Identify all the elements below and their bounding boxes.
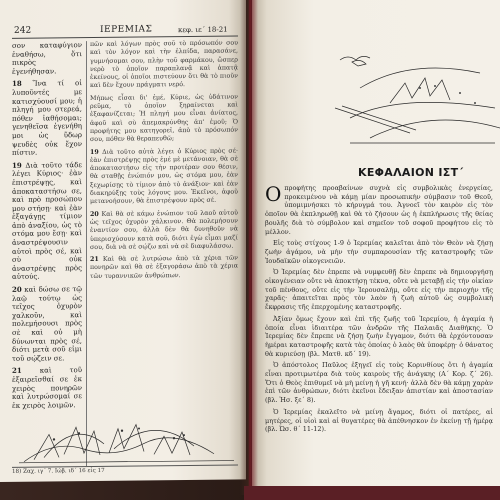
commentary-paragraph: Εἰς τοὺς στίχους 1-9 ὁ Ἱερεμίας καλεῖται ἀπὸ τὸν Θεὸν νὰ ζήσῃ ζωὴν ἀγάμου, νὰ μὴν τὴν συμπαρουσίαν τῆς καταστροφῆς τῶν Ἰουδαϊκῶν οἰκογενειῶν. — [265, 239, 493, 265]
commentary-paragraph: Ὁ Ἱερεμίας ἐκαλεῖτο νὰ μείνῃ ἄγαμος, διότι οἱ πατέρες, αἱ μητέρες, οἱ υἱοὶ καὶ αἱ θυγατέρες θὰ ἀπέθνησκον ἐν ἐκείνῃ τῇ ἡμέρᾳ (βλ. Ὠσ. θ΄ 11-12). — [265, 407, 493, 434]
left-page — [0, 0, 246, 482]
column-divider — [86, 41, 87, 466]
chapter-heading: ΚΕΦΑΛΑΙΟΝ ΙΣΤ΄ — [358, 166, 464, 179]
verse-block: 18 Ἵνα τί οἱ λυποῦντές με κατισχύουσί μου; ἡ πληγή μου στερεά, πόθεν ἰαθήσομαι; γενηθεῖσα ἐγενήθη μοι ὡς ὕδωρ ψευδὲς οὐκ ἔχον πίστιν. — [12, 79, 82, 157]
drop-cap: Ο — [265, 182, 282, 206]
running-title: ΙΕΡΕΜΙΑΣ — [100, 24, 153, 35]
footnote-rule — [12, 465, 238, 468]
verse-block: 20 καὶ δώσω σε τῷ λαῷ τούτῳ ὡς τεῖχος ὀχυρὸν χαλκοῦν, καὶ πολεμήσουσι πρὸς σὲ καὶ οὐ μὴ δύνωνται πρὸς σέ, διότι μετὰ σοῦ εἰμι τοῦ σῴζειν σε. — [12, 284, 82, 363]
footnote: 18) Ζαχ. ιγ΄ 7. Ιώβ. ιδ΄ 16 εἰς 17 — [12, 467, 105, 475]
header-rule — [12, 36, 238, 39]
commentary-paragraph: Ὁ Ἱερεμίας δὲν ἐπρεπε νὰ νυμφευθῇ δὲν ἐπρεπε νὰ δημιουργήσῃ οἰκογένειαν οὔτε νὰ ἀποκτήσῃ τέκνα, οὔτε νὰ μεταβῇ εἰς τὴν οἰκίαν τοῦ πένθους, οὔτε εἰς τὴν Ἱερουσαλήμ, οὔτε εἰς τὴν περιοχὴν τῆς χαρᾶς· ἀπαιτεῖται πρὸς τὸν λαὸν ἡ ζωὴ αὐτοῦ ὡς συμβολικὴ ἔκφρασις τῆς ἐπερχομένης καταστροφῆς. — [265, 268, 493, 312]
verse-block: Μήπως εἶσαι δι' ἐμέ, Κύριε, ὡς ὑδάτινον ρεῦμα, τὸ ὁποῖον ξηραίνεται καὶ ἐξαφανίζεται; Ἡ πληγή μου εἶναι ἀνίατος, ἀφοῦ καὶ σὺ ἀπεμακρύνθης ἀπ' ἐμοῦ; Ὁ προφήτης μου κατηγορεῖ, ἀπὸ τὸ πρόσωπόν σου, πόθεν θὰ θεραπευθῶ; — [90, 93, 238, 144]
book-gutter — [240, 0, 258, 495]
verse-block: 20 Καὶ θὰ σὲ κάμω ἐνώπιον τοῦ λαοῦ αὐτοῦ ὡς τεῖχος ὀχυρὸν χάλκινον. Θὰ πολεμήσουν ἐναντίον σου, ἀλλὰ δὲν θὰ δυνηθοῦν νὰ ὑπερισχύσουν κατὰ σοῦ, διότι ἐγὼ εἶμαι μαζί σου, διὰ νὰ σὲ σῴζω καὶ νὰ σὲ διαφυλάσσω. — [90, 209, 238, 251]
commentary-paragraph: Ο προφήτης προαβαίνων συχνὰ εἰς συμβολικὰς ἐνεργείας, προκειμένου νὰ κάμῃ μίαν προσωπικὴν σύμβασιν τοῦ Θεοῦ, ὑπομιμνήσκει τὸ κήρυγμά του. Ἀγνοεῖ τὸν καιρὸν εἰς τὸν ὁποῖον θὰ ἐκπληρωθῇ καὶ θὰ τὸ ζήσουν ὡς ἡ ἐκπλήρωσις τῆς θείας βουλῆς διὰ τὸ σύμβολον καὶ σημεῖον τοῦ σοφοῦ προφήτου εἰς τὸ μέλλον. — [265, 182, 493, 236]
verse-block: 21 Καὶ θὰ σὲ λυτρώσω ἀπὸ τὰ χέρια τῶν πονηρῶν καὶ θὰ σὲ ἐξαγοράσω ἀπὸ τὰ χέρια τῶν τυραννικῶν ἀνθρώπων. — [90, 254, 238, 280]
original-text-column — [12, 41, 82, 414]
verse-block: 21 καὶ τοῦ ἐξαιρεῖσθαί σε ἐκ χειρὸς πονηρῶν καὶ λυτρώσομαί σε ἐκ χειρὸς λοιμῶν. — [12, 366, 82, 410]
verse-block: σον καταφύγιον ἐναθήσω, ὅτι πικρὸς ἐγενήθησαν. — [12, 41, 82, 76]
translation-column — [90, 40, 238, 286]
page-edge — [244, 486, 500, 500]
bird-landscape-illustration — [330, 48, 500, 148]
commentary-paragraph: Ὁ ἀπόστολος Παῦλος ἐξηγεῖ εἰς τοὺς Κορινθίους ὅτι ἡ ἀγαμία εἶναι προτιμωτέρα διὰ τοὺς καιροὺς τῆς ἀνάγκης (Α΄ Κορ. ζ΄ 26). Ὅτι ὁ Θεὸς ἐπιθυμεῖ νὰ μὴ μείνῃ ἡ γῆ κενή· ἀλλὰ δὲν θὰ κάμῃ χαρὰν ἐπὶ τῶν ἀνθρώπων, διότι ἐκεῖνοι ἔδειξαν ἀπιστίαν καὶ ἀποστασίαν (βλ. Ἡσ. ξε΄ 8). — [265, 361, 493, 405]
verse-block: 19 Διὰ τοῦτο τάδε λέγει Κύριος· ἐὰν ἐπιστρέψῃς, καὶ ἀποκαταστήσω σε, καὶ πρὸ προσώπου μου στήσῃ· καὶ ἐὰν ἐξαγάγῃς τίμιον ἀπὸ ἀναξίου, ὡς τὸ στόμα μου ἔσῃ· καὶ ἀναστρέψουσιν αὐτοὶ πρὸς σέ, καὶ σὺ οὐκ ἀναστρέψῃς πρὸς αὐτούς. — [12, 160, 82, 282]
chapter-reference: κεφ. ιε΄ 18-21 — [178, 25, 228, 35]
verse-block: 19 Διὰ τοῦτο αὐτὰ λέγει ὁ Κύριος πρὸς σέ· ἐὰν ἐπιστρέψῃς πρὸς ἐμέ μὲ μετάνοιαν, θὰ σὲ ἀποκαταστήσω εἰς τὴν προτέραν σου θέσιν, θὰ σταθῇς ἐνώπιόν μου, ὡς στόμα μου, ἐὰν ξεχωρίσῃς τὸ τίμιον ἀπὸ τὸ ἀνάξιον· καὶ ἐὰν διακηρύξῃς τοὺς λόγους μου. Ἐκεῖνοι, ἀφοῦ μετανοήσουν, θὰ ἐπιστρέψουν πρὸς σέ. — [90, 147, 238, 206]
commentary-paragraph: Ἀξίαν ὅμως ἔχουν καὶ ἐπὶ τῆς ζωῆς τοῦ Ἱερεμίου, ἡ ἀγαμία ἡ ὁποία εἶναι ἰδιαιτέρα τῶν ἀνδρῶν τῆς Παλαιᾶς Διαθήκης. Ὁ Ἱερεμίας δὲν ἔπρεπε νὰ ζήσῃ ζωὴν ἔγγαμον, διότι θὰ ἐρχόντουσαν ἡμέραι καταστροφῆς κατὰ τὰς ὁποίας ὁ λαὸς θὰ ὑποφέρῃ· ὁ θάνατος θὰ κυριεύσῃ (βλ. Ματθ. κδ΄ 19). — [265, 314, 493, 358]
chapter-commentary — [265, 184, 493, 437]
verse-block: πῶν καὶ λόγων πρὸς σοῦ τὸ πρόσωπόν σου καὶ τὸν λόγον καὶ τὴν ἐλπίδα, παρασάνε, γυμνήσομαι σου, πλὴν τοῦ φαρμάκου, ὥσπερ νερὸ τὸ ὁποῖον παραπλανᾷ καὶ ἀπατᾷ ἐκείνους, οἱ ὁποῖοι πιστεύουν ὅτι θὰ τὸ πιοῦν καὶ δὲν ἔχουν πράγματι νερό. — [90, 39, 238, 90]
thicket-illustration — [14, 407, 240, 464]
page-number: 242 — [14, 25, 32, 36]
